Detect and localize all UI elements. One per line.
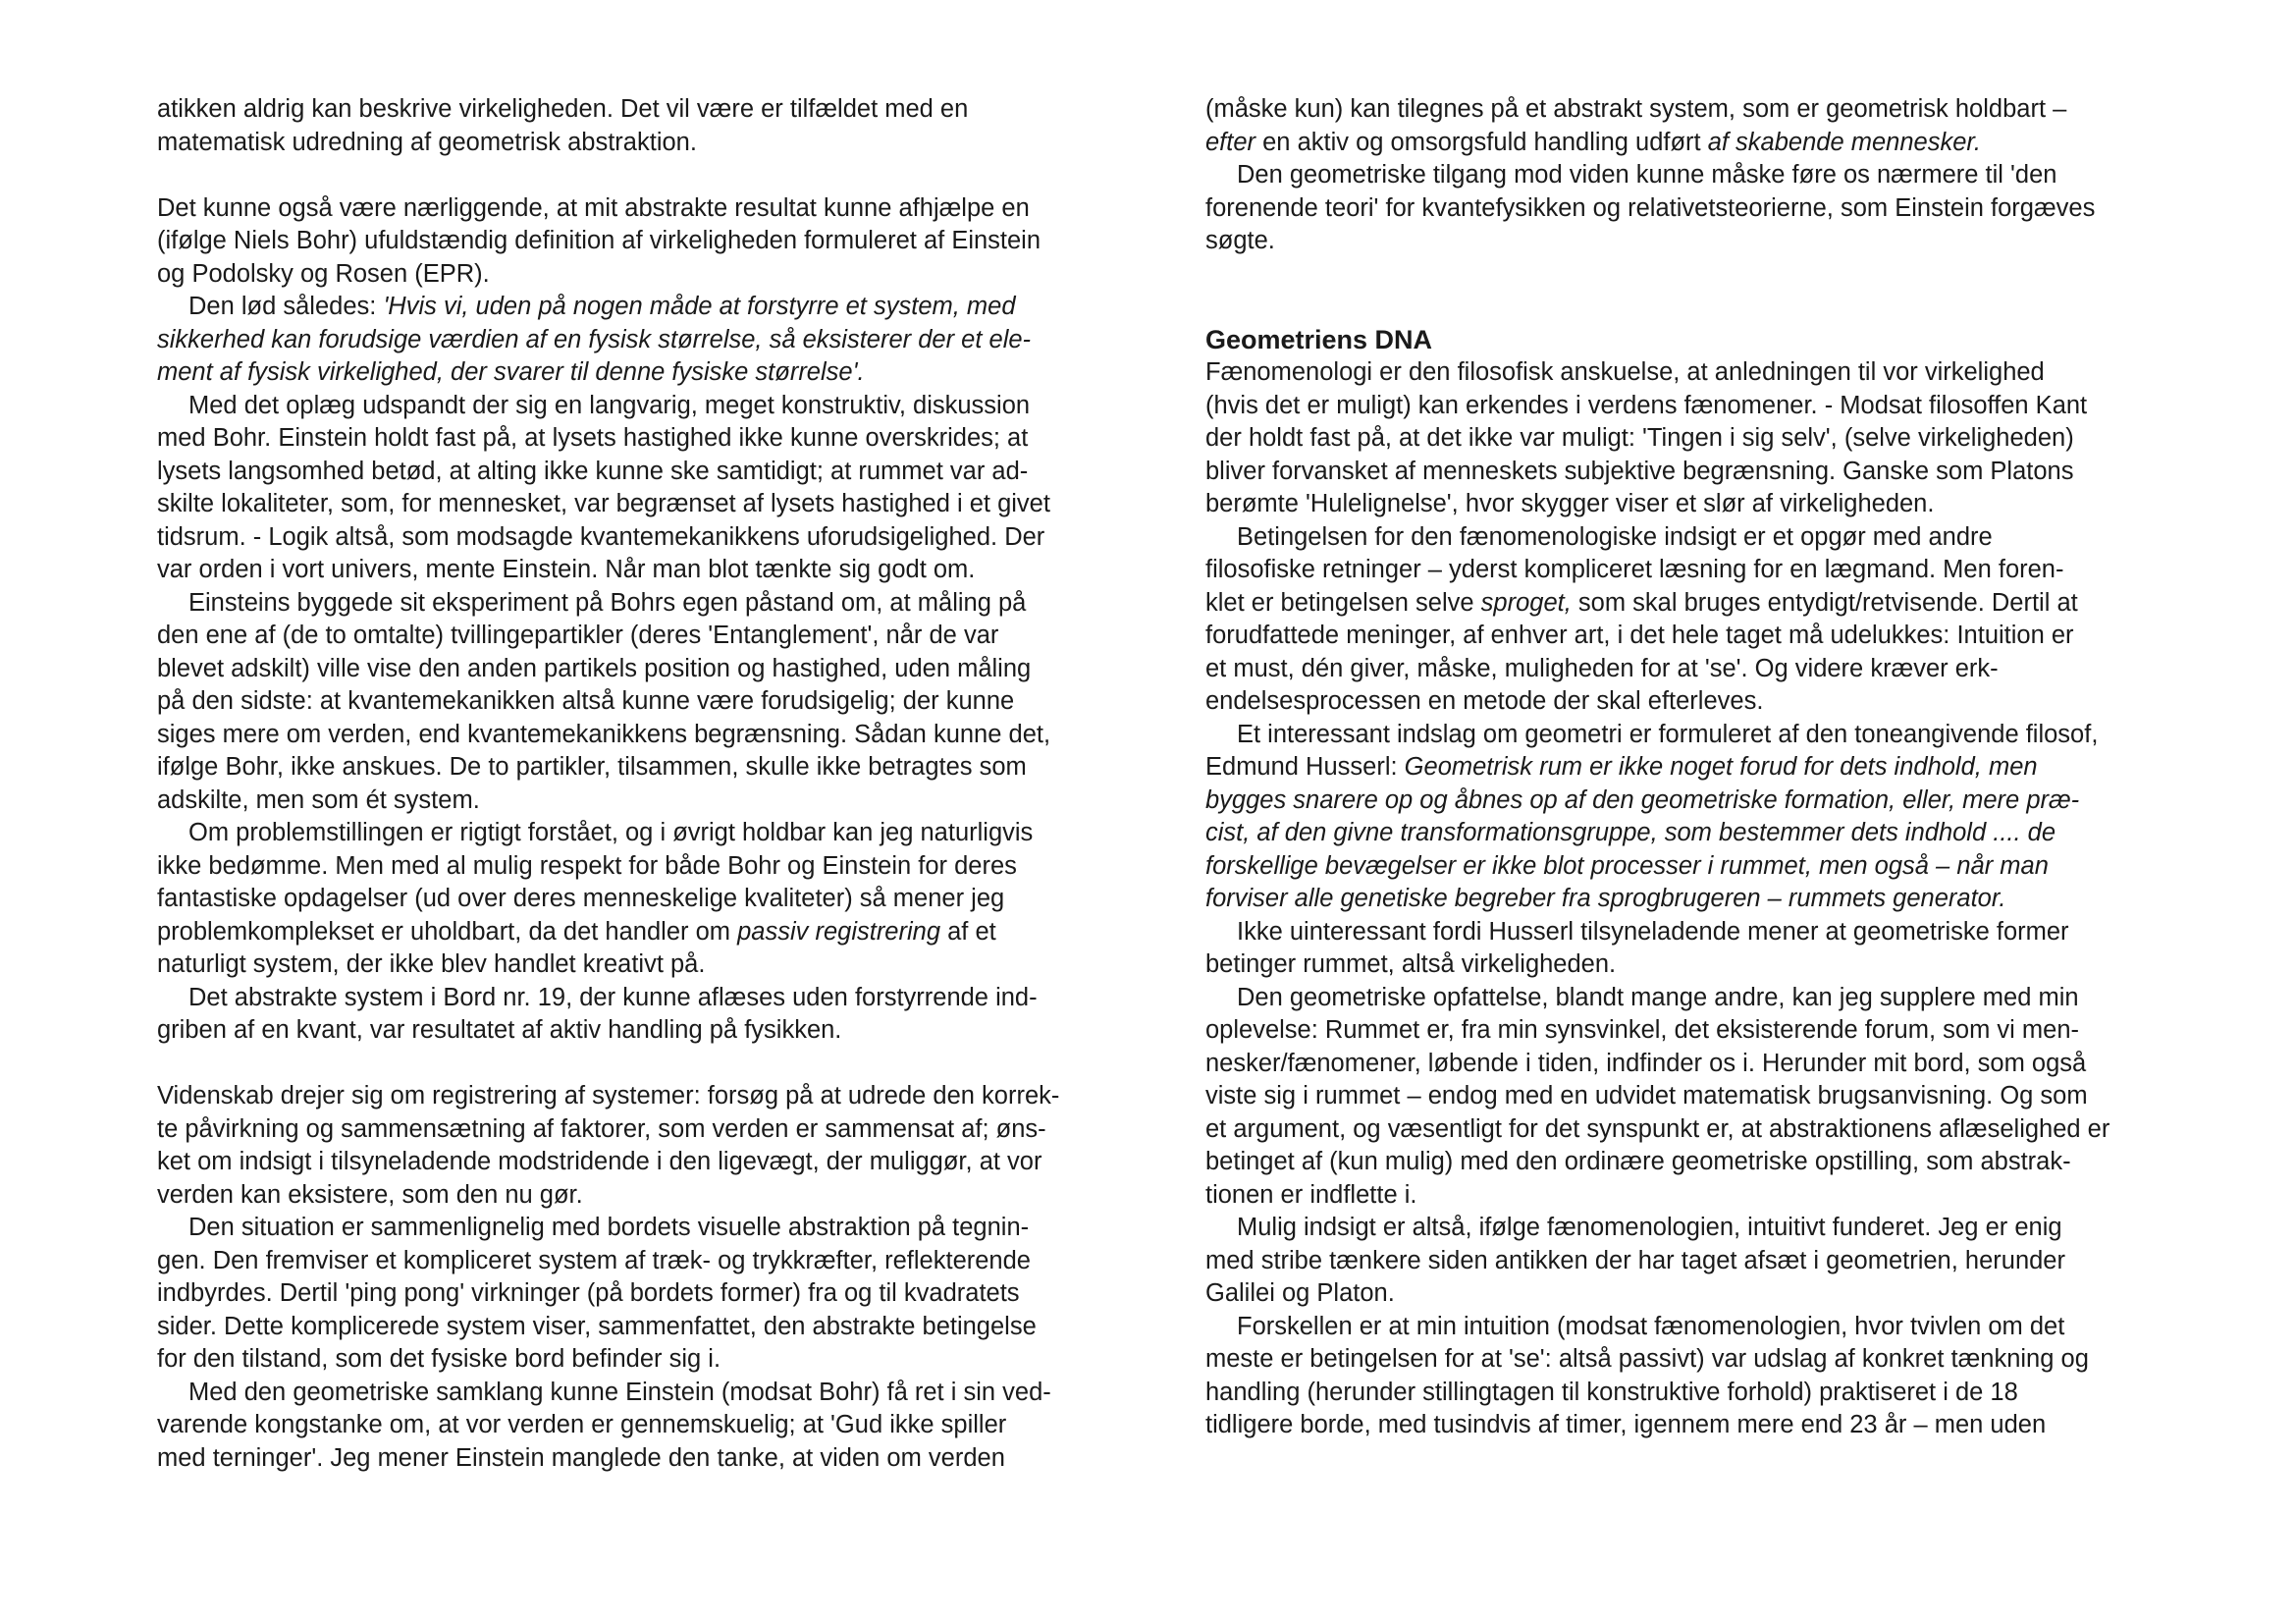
paragraph-epr-quote: Den lød således: 'Hvis vi, uden på nogen måde at forstyrre et system, med sikkerhed kan forudsige værdien af en fysisk størrelse, så eksisterer der et ele- ment af fysisk virkelighed, der svarer til denne fysiske størrelse'.: [157, 293, 1032, 386]
paragraph: Fænomenologi er den filosofisk anskuelse, at anledningen til vor virkelighed (hvis det er muligt) kan erkendes i verdens fænomener. - Modsat filosoffen Kant der holdt fast på, at det ikke var muligt: 'Tingen i sig selv', (selve virkeligheden) bliver forvansket af menneskets subjektive begrænsning. Ganske som Platons berømte 'Hulelignelse', hvor skygger viser et slør af virkeligheden.: [1205, 358, 2088, 517]
right-column: [1205, 93, 2177, 1442]
left-column: [157, 93, 1119, 1475]
paragraph: Forskellen er at min intuition (modsat fænomenologien, hvor tvivlen om det meste er betingelsen for at 'se': altså passivt) var udslag af konkret tænkning og handling (herunder stillingtagen til konstruktive forhold) praktiseret i de 18 tidligere borde, med tusindvis af timer, igennem mere end 23 år – men uden: [1205, 1312, 2089, 1438]
paragraph: Den geometriske tilgang mod viden kunne måske føre os nærmere til 'den forenende teori' for kvantefysikken og relativetsteorierne, som Einstein forgæves søgte.: [1205, 161, 2096, 254]
paragraph-husserl-quote: Et interessant indslag om geometri er formuleret af den toneangivende filosof, Edmund Husserl: Geometrisk rum er ikke noget forud for dets indhold, men bygges snarere op og åbnes op af den geometriske formation, eller, mere præ- cist, af den givne transformationsgruppe, som bestemmer dets indhold .... de forskellige bevægelser er ikke blot processer i rummet, men også – når man forviser alle genetiske begreber fra sprogbrugeren – rummets generator.: [1205, 720, 2099, 912]
paragraph: Den geometriske opfattelse, blandt mange andre, kan jeg supplere med min oplevelse: Rummet er, fra min synsvinkel, det eksisterende forum, som vi men- nesker/fænomener, løbende i tiden, indfinder os i. Herunder mit bord, som også viste sig i rummet – endog med en udvidet matematisk brugsanvisning. Og som et argument, og væsentligt for det synspunkt er, at abstraktionens aflæselighed er betinget af (kun mulig) med den ordinære geometriske opstilling, som abstrak- tionen er indflette i.: [1205, 983, 2110, 1209]
paragraph: atikken aldrig kan beskrive virkeligheden. Det vil være er tilfældet med en matematisk udredning af geometrisk abstraktion.: [157, 95, 969, 156]
paragraph: (måske kun) kan tilegnes på et abstrakt system, som er geometrisk holdbart – efter en aktiv og omsorgsfuld handling udført af skabende mennesker.: [1205, 95, 2067, 156]
paragraph: Ikke uinteressant fordi Husserl tilsyneladende mener at geometriske former betinger rummet, altså virkeligheden.: [1205, 917, 2069, 978]
paragraph: Med den geometriske samklang kunne Einstein (modsat Bohr) få ret i sin ved- varende kongstanke om, at vor verden er gennemskuelig; at 'Gud ikke spiller med terninger'. Jeg mener Einstein manglede den tanke, at viden om verden: [157, 1378, 1051, 1472]
paragraph: Med det oplæg udspandt der sig en langvarig, meget konstruktiv, diskussion med Bohr. Einstein holdt fast på, at lysets hastighed ikke kunne overskrides; at lysets langsomhed betød, at alting ikke kunne ske samtidigt; at rummet var ad- skilte lokaliteter, som, for mennesket, var begrænset af lysets hastighed i et givet tidsrum. - Logik altså, som modsagde kvantemekanikkens uforudsigelighed. Der var orden i vort univers, mente Einstein. Når man blot tænkte sig godt om.: [157, 391, 1050, 583]
paragraph: Mulig indsigt er altså, ifølge fænomenologien, intuitivt funderet. Jeg er enig med stribe tænkere siden antikken der har taget afsæt i geometrien, herunder Galilei og Platon.: [1205, 1214, 2065, 1307]
paragraph: Om problemstillingen er rigtigt forstået, og i øvrigt holdbar kan jeg naturligvis ikke bedømme. Men med al mulig respekt for både Bohr og Einstein for deres fantastiske opdagelser (ud over deres menneskelige kvaliteter) så mener jeg problemkomplekset er uholdbart, da det handler om passiv registrering af et naturligt system, der ikke blev handlet kreativt på.: [157, 819, 1034, 978]
paragraph: Videnskab drejer sig om registrering af systemer: forsøg på at udrede den korrek- te påvirkning og sammensætning af faktorer, som verden er sammensat af; øns- ket om indsigt i tilsyneladende modstridende i den ligevægt, der muliggør, at vor verden kan eksistere, som den nu gør.: [157, 1082, 1060, 1209]
paragraph: Det kunne også være nærliggende, at mit abstrakte resultat kunne afhjælpe en (ifølge Niels Bohr) ufuldstændig definition af virkeligheden formuleret af Einstein og Podolsky og Rosen (EPR).: [157, 193, 1041, 288]
paragraph: Den situation er sammenlignelig med bordets visuelle abstraktion på tegnin- gen. Den fremviser et kompliceret system af træk- og trykkræfter, reflekterende indbyrdes. Dertil 'ping pong' virkninger (på bordets former) fra og til kvadratets sider. Dette komplicerede system viser, sammenfattet, den abstrakte betingelse for den tilstand, som det fysiske bord befinder sig i.: [157, 1214, 1037, 1373]
paragraph: Det abstrakte system i Bord nr. 19, der kunne aflæses uden forstyrrende ind- griben af en kvant, var resultatet af aktiv handling på fysikken.: [157, 983, 1038, 1044]
paragraph: Betingelsen for den fænomenologiske indsigt er et opgør med andre filosofiske retninger – yderst kompliceret læsning for en lægmand. Men foren- klet er betingelsen selve sproget, som skal bruges entydigt/retvisende. Dertil at forudfattede meninger, af enhver art, i det hele taget må udelukkes: Intuition er et must, dén giver, måske, muligheden for at 'se'. Og videre kræver erk- endelsesprocessen en metode der skal efterleves.: [1205, 522, 2078, 715]
section-heading: Geometriens DNA: [1205, 324, 1433, 354]
paragraph: Einsteins byggede sit eksperiment på Bohrs egen påstand om, at måling på den ene af (de to omtalte) tvillingepartikler (deres 'Entanglement', når de var blevet adskilt) ville vise den anden partikels position og hastighed, uden måling på den sidste: at kvantemekanikken altså kunne være forudsigelig; der kunne siges mere om verden, end kvantemekanikkens begrænsning. Sådan kunne det, ifølge Bohr, ikke anskues. De to partikler, tilsammen, skulle ikke betragtes som adskilte, men som ét system.: [157, 588, 1051, 814]
